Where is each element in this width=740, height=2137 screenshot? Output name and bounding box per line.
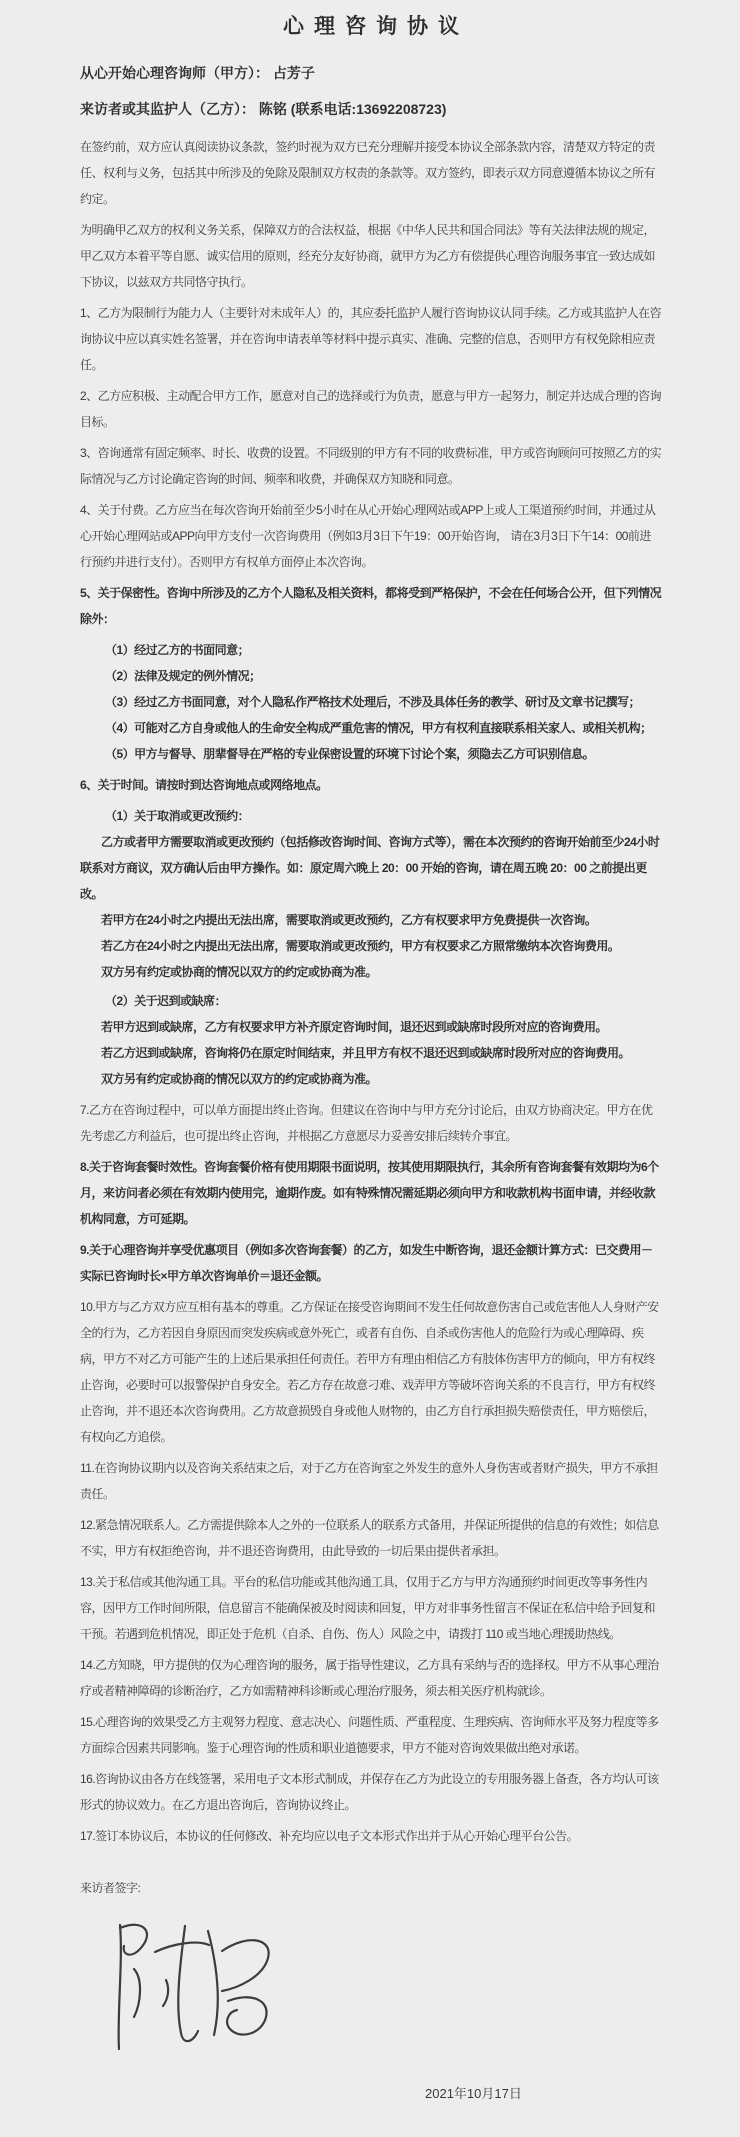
clause-5-item-5: （5）甲方与督导、朋辈督导在严格的专业保密设置的环境下讨论个案，须隐去乙方可识别信息。 xyxy=(105,747,595,761)
clause-5-item-2: （2）法律及规定的例外情况； xyxy=(105,669,261,683)
clause-6-sub-2-title: （2）关于迟到或缺席： xyxy=(105,994,227,1008)
clause-14: 14.乙方知晓，甲方提供的仅为心理咨询的服务，属于指导性建议，乙方具有采纳与否的选择权。甲方不从事心理治疗或者精神障碍的诊断治疗，乙方如需精神科诊断或心理治疗服务，须去相关医疗机构就诊。 xyxy=(80,1658,659,1698)
signer-label: 来访者签字: xyxy=(80,1881,141,1895)
clause-6-sub-1-title: （1）关于取消或更改预约： xyxy=(105,809,250,823)
signing-date: 2021年10月17日 xyxy=(425,2086,522,2101)
clause-6-sub-1-p1: 乙方或者甲方需要取消或更改预约（包括修改咨询时间、咨询方式等），需在本次预约的咨询开始前至少24小时联系对方商议，双方确认后由甲方操作。如：原定周六晚上 20：00 开始的咨询，请在周五晚 20：00 之前提出更改。 xyxy=(80,835,660,901)
clause-4: 4、关于付费。乙方应当在每次咨询开始前至少5小时在从心开始心理网站或APP上或人工渠道预约时间，并通过从心开始心理网站或APP向甲方支付一次咨询费用（例如3月3日下午19：00开始咨询， 请在3月3日下午14：00前进行预约并进行支付）。否则甲方有权单方面停止本次咨询。 xyxy=(80,503,656,569)
intro-paragraph-2: 为明确甲乙双方的权利义务关系，保障双方的合法权益，根据《中华人民共和国合同法》等有关法律法规的规定，甲乙双方本着平等自愿、诚实信用的原则，经充分友好协商，就甲方为乙方有偿提供心理咨询服务事宜一致达成如下协议，以兹双方共同恪守执行。 xyxy=(80,223,656,289)
clause-7: 7.乙方在咨询过程中，可以单方面提出终止咨询。但建议在咨询中与甲方充分讨论后，由双方协商决定。甲方在优先考虑乙方利益后，也可提出终止咨询，并根据乙方意愿尽力妥善安排后续转介事宜。 xyxy=(80,1103,653,1143)
clause-6: 6、关于时间。请按时到达咨询地点或网络地点。 xyxy=(80,778,328,792)
clause-6-sub-2-p2: 若乙方迟到或缺席，咨询将仍在原定时间结束，并且甲方有权不退还迟到或缺席时段所对应的咨询费用。 xyxy=(101,1046,631,1060)
clause-9: 9.关于心理咨询并享受优惠项目（例如多次咨询套餐）的乙方，如发生中断咨询，退还金额计算方式：已交费用－实际已咨询时长×甲方单次咨询单价＝退还金额。 xyxy=(80,1243,653,1283)
clause-6-sub-2-p3: 双方另有约定或协商的情况以双方的约定或协商为准。 xyxy=(101,1072,378,1086)
clause-6-sub-1-p2: 若甲方在24小时之内提出无法出席，需要取消或更改预约，乙方有权要求甲方免费提供一次咨询。 xyxy=(101,913,597,927)
clause-6-sub-1-p4: 双方另有约定或协商的情况以双方的约定或协商为准。 xyxy=(101,965,378,979)
clause-16: 16.咨询协议由各方在线签署，采用电子文本形式制成，并保存在乙方为此设立的专用服务器上备查，各方均认可该形式的协议效力。在乙方退出咨询后，咨询协议终止。 xyxy=(80,1772,659,1812)
party-a-line: 从心开始心理咨询师（甲方）： 占芳子 xyxy=(80,65,315,81)
visitor-signature xyxy=(110,1917,662,2059)
clause-5: 5、关于保密性。咨询中所涉及的乙方个人隐私及相关资料，都将受到严格保护，不会在任何场合公开，但下列情况除外： xyxy=(80,586,662,626)
clause-3: 3、咨询通常有固定频率、时长、收费的设置。不同级别的甲方有不同的收费标准，甲方或咨询顾问可按照乙方的实际情况与乙方讨论确定咨询的时间、频率和收费，并确保双方知晓和同意。 xyxy=(80,446,662,486)
clause-5-item-1: （1）经过乙方的书面同意； xyxy=(105,643,250,657)
signature-handwriting-icon xyxy=(110,1917,285,2059)
clause-5-item-4: （4）可能对乙方自身或他人的生命安全构成严重危害的情况，甲方有权利直接联系相关家人、或相关机构； xyxy=(105,721,652,735)
clause-5-item-3: （3）经过乙方书面同意，对个人隐私作严格技术处理后，不涉及具体任务的教学、研讨及文章书记撰写； xyxy=(105,695,641,709)
intro-paragraph-1: 在签约前，双方应认真阅读协议条款，签约时视为双方已充分理解并接受本协议全部条款内容，清楚双方特定的责任、权利与义务，包括其中所涉及的免除及限制双方权责的条款等。双方签约，即表示双方同意遵循本协议之所有约定。 xyxy=(80,140,656,206)
clause-8: 8.关于咨询套餐时效性。咨询套餐价格有使用期限书面说明，按其使用期限执行，其余所有咨询套餐有效期均为6个月，来访问者必须在有效期内使用完，逾期作废。如有特殊情况需延期必须向甲方和收款机构书面申请，并经收款机构同意，方可延期。 xyxy=(80,1160,659,1226)
clause-15: 15.心理咨询的效果受乙方主观努力程度、意志决心、问题性质、严重程度、生理疾病、咨询师水平及努力程度等多方面综合因素共同影响。鉴于心理咨询的性质和职业道德要求，甲方不能对咨询效果做出绝对承诺。 xyxy=(80,1715,659,1755)
party-b-line: 来访者或其监护人（乙方）： 陈铭 (联系电话:13692208723) xyxy=(80,101,447,117)
clause-6-sub-1-p3: 若乙方在24小时之内提出无法出席，需要取消或更改预约，甲方有权要求乙方照常缴纳本次咨询费用。 xyxy=(101,939,620,953)
clause-2: 2、乙方应积极、主动配合甲方工作，愿意对自己的选择或行为负责，愿意与甲方一起努力，制定并达成合理的咨询目标。 xyxy=(80,389,662,429)
clause-10: 10.甲方与乙方双方应互相有基本的尊重。乙方保证在接受咨询期间不发生任何故意伤害自己或危害他人人身财产安全的行为，乙方若因自身原因而突发疾病或意外死亡，或者有自伤、自杀或伤害他人的危险行为或心理障碍、疾病，甲方不对乙方可能产生的上述后果承担任何责任。若甲方有理由相信乙方有肢体伤害甲方的倾向，甲方有权终止咨询，必要时可以报警保护自身安全。若乙方存在故意刁难、戏弄甲方等破坏咨询关系的不良言行，甲方有权终止咨询，并不退还本次咨询费用。乙方故意损毁自身或他人财物的，由乙方自行承担损失赔偿责任，甲方赔偿后，有权向乙方追偿。 xyxy=(80,1300,659,1444)
clause-17: 17.签订本协议后，本协议的任何修改、补充均应以电子文本形式作出并于从心开始心理平台公告。 xyxy=(80,1829,579,1843)
clause-11: 11.在咨询协议期内以及咨询关系结束之后，对于乙方在咨询室之外发生的意外人身伤害或者财产损失，甲方不承担责任。 xyxy=(80,1461,658,1501)
clause-1: 1、乙方为限制行为能力人（主要针对未成年人）的，其应委托监护人履行咨询协议认同手续。乙方或其监护人在咨询协议中应以真实姓名签署，并在咨询申请表单等材料中提示真实、准确、完整的信息，否则甲方有权免除相应责任。 xyxy=(80,306,662,372)
clause-13: 13.关于私信或其他沟通工具。平台的私信功能或其他沟通工具，仅用于乙方与甲方沟通预约时间更改等事务性内容，因甲方工作时间所限，信息留言不能确保被及时阅读和回复，甲方对非事务性留言不保证在私信中给予回复和干预。若遇到危机情况，即正处于危机（自杀、自伤、伤人）风险之中，请拨打 110 或当地心理援助热线。 xyxy=(80,1575,656,1641)
clause-12: 12.紧急情况联系人。乙方需提供除本人之外的一位联系人的联系方式备用，并保证所提供的信息的有效性；如信息不实，甲方有权拒绝咨询，并不退还咨询费用，由此导致的一切后果由提供者承担。 xyxy=(80,1518,659,1558)
clauses-body xyxy=(80,134,662,1849)
document-title: 心理咨询协议 xyxy=(283,15,469,38)
clause-6-sub-2-p1: 若甲方迟到或缺席，乙方有权要求甲方补齐原定咨询时间，退还迟到或缺席时段所对应的咨询费用。 xyxy=(101,1020,608,1034)
